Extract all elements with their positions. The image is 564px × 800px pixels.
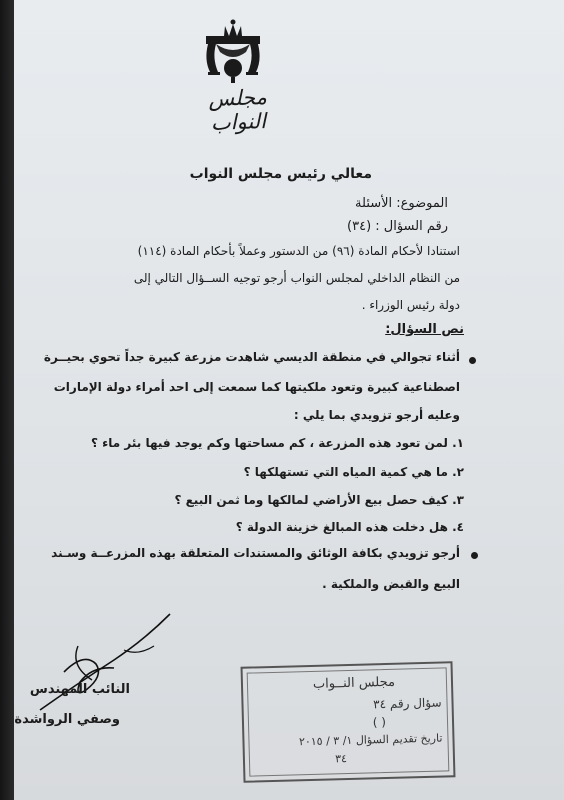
list-item-4: ٤. هل دخلت هذه المبالغ خزينة الدولة ؟	[235, 520, 464, 534]
stamp-number-line: سؤال رقم ٣٤	[373, 695, 442, 712]
handwritten-signature	[34, 606, 184, 716]
intro-line-3: دولة رئيس الوزراء .	[361, 298, 460, 312]
stamp-mark: ٣٤	[334, 752, 348, 766]
bullet-2	[471, 552, 478, 559]
stamp-title: مجلس النــواب	[312, 674, 396, 692]
registration-stamp	[241, 661, 456, 783]
hashemite-crown-emblem-icon	[198, 16, 268, 88]
left-edge-shadow	[0, 0, 14, 800]
intro-line-2: من النظام الداخلي لمجلس النواب أرجو توجيه الســؤال التالي إلى	[133, 271, 460, 285]
signature-name: وصفي الرواشدة	[14, 712, 120, 727]
paragraph2-line-1: أرجو تزويدي بكافة الوثائق والمستندات المتعلقة بهذه المزرعــة وسـند	[51, 546, 460, 560]
list-item-3: ٣. كيف حصل بيع الأراضي لمالكها وما ثمن البيع ؟	[174, 493, 464, 507]
subject: الموضوع: الأسئلة	[355, 196, 448, 211]
stamp-date-line: تاريخ تقديم السؤال ١/ ٣ / ٢٠١٥	[298, 731, 443, 749]
intro-line-1: استنادا لأحكام المادة (٩٦) من الدستور وعملاً بأحكام المادة (١١٤)	[137, 244, 460, 258]
question-heading: نص السؤال:	[385, 322, 464, 337]
paragraph1-line-2: اصطناعية كبيرة وتعود ملكيتها كما سمعت إلى احد أمراء دولة الإمارات	[53, 380, 460, 394]
council-name-script: مجلس النواب	[207, 84, 268, 135]
list-item-2: ٢. ما هي كمية المياه التي تستهلكها ؟	[243, 465, 464, 479]
list-item-1: ١. لمن تعود هذه المزرعة ، كم مساحتها وكم يوجد فيها بئر ماء ؟	[91, 436, 464, 450]
paragraph2-line-2: البيع والقبض والملكية .	[322, 577, 460, 591]
paragraph1-line-3: وعليه أرجو تزويدي بما يلي :	[293, 408, 460, 422]
paragraph1-line-1: أثناء تجوالي في منطقة الديسي شاهدت مزرعة كبيرة جداً تحوي بحيــرة	[43, 350, 460, 364]
addressee: معالي رئيس مجلس النواب	[189, 166, 372, 182]
document-page	[14, 0, 564, 800]
signature-title: النائب المهندس	[29, 682, 130, 697]
bullet-1	[469, 357, 476, 364]
question-number: رقم السؤال : (٣٤)	[347, 219, 448, 234]
stamp-paren-line: ( )	[372, 715, 387, 730]
